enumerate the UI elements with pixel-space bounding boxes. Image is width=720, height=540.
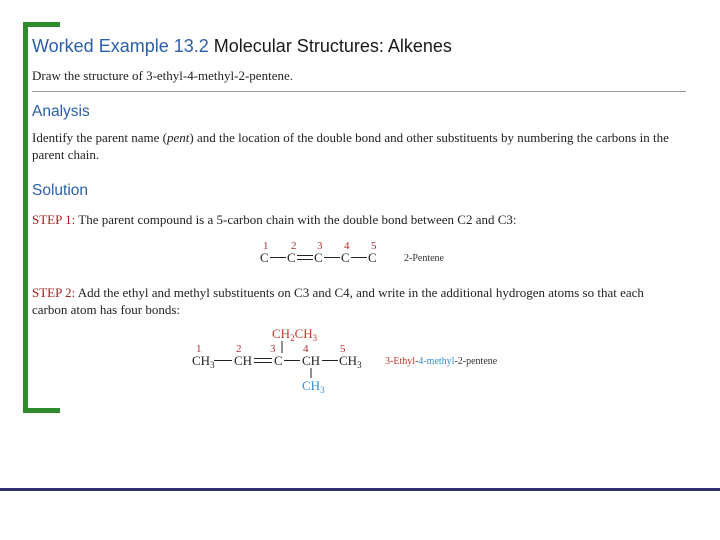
s1-number-5: 5 (371, 240, 377, 252)
s2-ethyl-sub3: 3 (312, 333, 318, 343)
structure-3-ethyl-4-methyl-2-pentene (192, 326, 498, 395)
s1-carbon-1: C (260, 250, 269, 265)
s1-carbon-5: C (368, 250, 377, 265)
analysis-text-italic: pent (167, 130, 190, 145)
analysis-text-after: ) and the location of the double bond and other substituents by numbering the carbons in the parent chain. (32, 130, 669, 162)
step1-label: STEP 1: (32, 212, 76, 227)
s2-name-methyl: 4-methyl (418, 356, 455, 367)
s2-number-1: 1 (196, 343, 202, 355)
step2-label: STEP 2: (32, 285, 76, 300)
s1-number-3: 3 (317, 240, 323, 252)
s2-name (385, 356, 498, 367)
s2-ethyl-ch2: CH (272, 326, 291, 341)
step1-body: The parent compound is a 5-carbon chain with the double bond between C2 and C3: (75, 212, 517, 227)
s2-name-ethyl: 3-Ethyl (385, 356, 415, 367)
s2-ch-c4: CH (302, 353, 321, 368)
s2-ethyl-ch3: CH (294, 326, 313, 341)
s2-number-3: 3 (270, 343, 276, 355)
s1-carbon-2: C (287, 250, 296, 265)
solution-heading: Solution (32, 182, 89, 199)
s2-ch3-c5: $CH_3$ (339, 353, 362, 370)
s2-name-pentene: -2-pentene (454, 356, 498, 367)
s2-ethyl-sub2: 2 (290, 333, 295, 343)
task-statement: Draw the structure of 3-ethyl-4-methyl-2-pentene. (32, 68, 293, 83)
s2-ch-c2: CH (234, 353, 253, 368)
s1-carbon-3: C (314, 250, 323, 265)
s2-number-4: 4 (303, 343, 309, 355)
s2-c-c3: C (274, 353, 283, 368)
s2-name-dash: - (415, 356, 419, 367)
s1-number-2: 2 (291, 240, 297, 252)
step2-body: Add the ethyl and methyl substituents on C3 and C4, and write in the additional hydrogen atoms so that each carbon atom has four bonds: (32, 285, 644, 317)
s1-carbon-4: C (341, 250, 350, 265)
s1-number-1: 1 (263, 240, 269, 252)
s2-ethyl-group (272, 326, 318, 343)
s2-methyl-group: $CH_3$ (302, 378, 325, 395)
s2-ch3-c1: $CH_3$ (192, 353, 215, 370)
s2-number-5: 5 (340, 343, 346, 355)
s2-number-2: 2 (236, 343, 242, 355)
structure-2-pentene (260, 240, 445, 265)
footer-rule (0, 488, 720, 491)
title-rest: Molecular Structures: Alkenes (213, 36, 452, 56)
s1-number-4: 4 (344, 240, 350, 252)
analysis-text-before: Identify the parent name ( (32, 130, 167, 145)
title-prefix: Worked Example 13.2 (32, 36, 209, 56)
analysis-heading: Analysis (32, 103, 90, 120)
s1-name: 2-Pentene (404, 253, 444, 264)
